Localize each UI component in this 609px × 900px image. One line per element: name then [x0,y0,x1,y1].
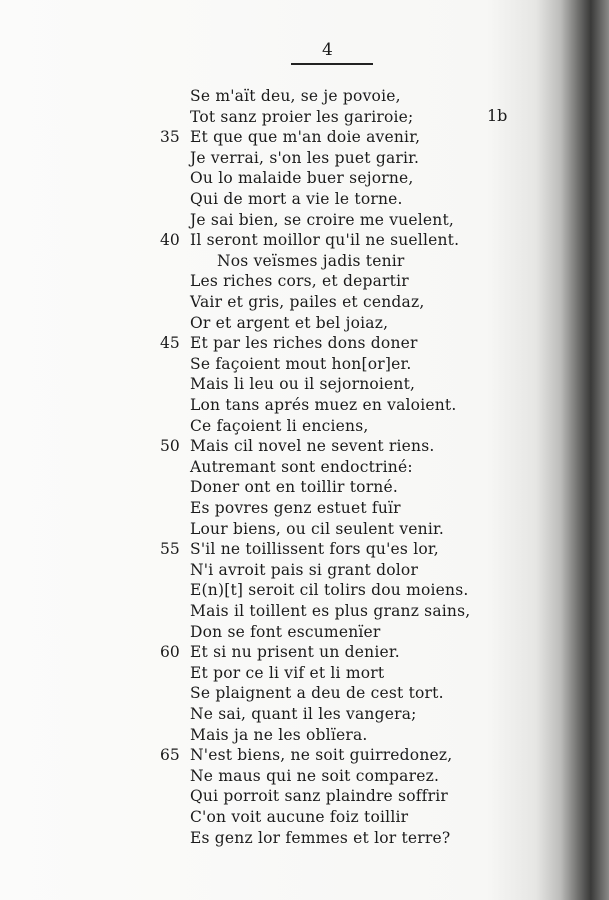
verse-line: Vair et gris, pailes et cendaz, [190,293,425,311]
verse-line: S'il ne toillissent fors qu'es lor, [190,540,439,559]
verse-line: Je sai bien, se croire me vuelent, [190,210,455,229]
verse-line: Autremant sont endoctriné: [190,457,413,476]
verse-line: Se m'aït deu, se je povoie, [190,87,401,105]
verse-line: Mais cil novel ne sevent riens. [190,437,435,456]
line-number: 65 [160,746,180,765]
verse-line: Qui de mort a vie le torne. [190,190,403,208]
line-number: 55 [160,540,180,559]
verse-line: Et por ce li vif et li mort [190,663,385,682]
verse-line: Es povres genz estuet fuïr [190,499,401,517]
verse-line: Doner ont en toillir torné. [190,478,398,497]
verse-line: Il seront moillor qu'il ne suellent. [190,231,460,250]
verse-line: Ne maus qui ne soit comparez. [190,766,440,785]
verse-line: Nos veïsmes jadis tenir [217,251,405,270]
verse-line: E(n)[t] seroit cil tolirs dou moiens. [190,581,469,600]
verse-line: Se façoient mout hon[or]er. [190,354,412,373]
verse-line: Ce façoient li enciens, [190,416,369,435]
line-number: 60 [160,643,180,662]
verse-line: C'on voit aucune foiz toillir [190,808,409,826]
verse-line: Mais ja ne les oblïera. [190,725,368,744]
page-number: 4 [322,40,333,60]
verse-line: Lon tans aprés muez en valoient. [190,396,457,414]
verse-line: Tot sanz proier les gariroie; [190,107,414,126]
verse-line: Je verrai, s'on les puet garir. [190,148,420,167]
verse-line: Lour biens, ou cil seulent venir. [190,519,445,538]
verse-line: Les riches cors, et departir [190,272,409,291]
line-number: 40 [160,231,180,250]
verse-line: Et que que m'an doie avenir, [190,128,421,147]
verse-line: Mais il toillent es plus granz sains, [190,602,471,620]
verse-line: Qui porroit sanz plaindre soffrir [190,787,448,806]
line-number: 50 [160,437,180,456]
verse-line: Or et argent et bel joiaz, [190,313,389,332]
line-number: 35 [160,128,180,147]
verse-line: Et par les riches dons doner [190,334,418,353]
verse-line: Et si nu prisent un denier. [190,643,400,662]
verse-line: N'i avroit pais si grant dolor [190,560,419,579]
line-number: 45 [160,334,180,353]
verse-line: Ou lo malaide buer sejorne, [190,169,414,188]
verse-line: Mais li leu ou il sejornoient, [190,375,416,394]
verse-line: Es genz lor femmes et lor terre? [190,828,451,847]
verse-line: N'est biens, ne soit guirredonez, [190,746,453,765]
verse-line: Ne sai, quant il les vangera; [190,705,417,723]
verse-line: Don se font escumenïer [190,622,381,641]
header-rule [291,63,373,65]
folio-mark: 1b [487,106,508,125]
verse-line: Se plaignent a deu de cest tort. [190,684,444,703]
